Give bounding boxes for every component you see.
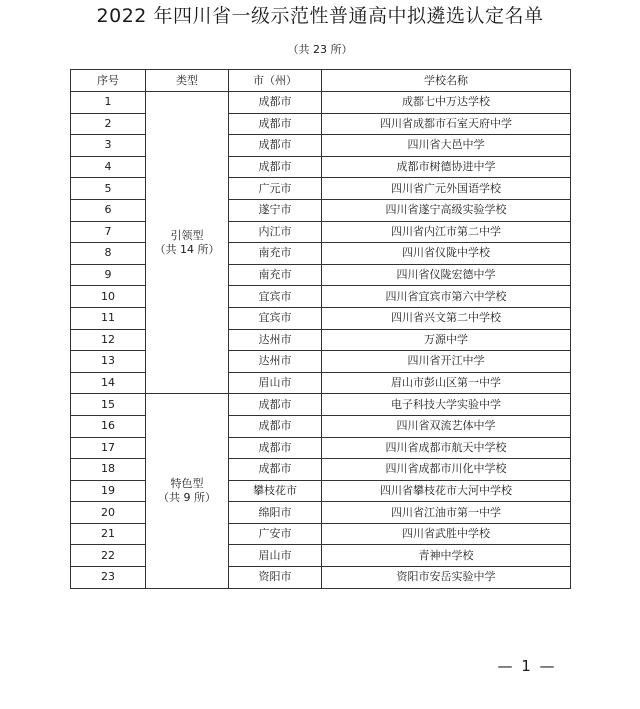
row-number: 18 [71, 459, 146, 481]
row-city: 成都市 [229, 113, 322, 135]
page-number: — 1 — [497, 657, 557, 675]
row-city: 达州市 [229, 351, 322, 373]
header-type: 类型 [146, 70, 229, 92]
row-number: 14 [71, 372, 146, 394]
category-label: 引领型 [170, 228, 204, 242]
category-cell [146, 92, 229, 394]
header-city: 市（州） [229, 70, 322, 92]
row-school: 万源中学 [322, 329, 571, 351]
row-city: 广安市 [229, 523, 322, 545]
header-school: 学校名称 [322, 70, 571, 92]
row-city: 内江市 [229, 221, 322, 243]
row-number: 5 [71, 178, 146, 200]
page-title: 2022 年四川省一级示范性普通高中拟遴选认定名单 [96, 5, 544, 27]
row-city: 成都市 [229, 135, 322, 157]
row-city: 绵阳市 [229, 502, 322, 524]
row-number: 4 [71, 156, 146, 178]
row-city: 遂宁市 [229, 199, 322, 221]
row-number: 23 [71, 567, 146, 589]
row-number: 2 [71, 113, 146, 135]
row-city: 宜宾市 [229, 286, 322, 308]
row-school: 四川省江油市第一中学 [322, 502, 571, 524]
row-school: 眉山市彭山区第一中学 [322, 372, 571, 394]
row-city: 成都市 [229, 394, 322, 416]
row-city: 宜宾市 [229, 307, 322, 329]
row-number: 7 [71, 221, 146, 243]
category-count: （共 14 所） [154, 242, 220, 256]
header-number: 序号 [71, 70, 146, 92]
row-number: 12 [71, 329, 146, 351]
row-city: 成都市 [229, 92, 322, 114]
row-number: 22 [71, 545, 146, 567]
row-number: 11 [71, 307, 146, 329]
row-school: 青神中学校 [322, 545, 571, 567]
row-number: 8 [71, 243, 146, 265]
row-city: 攀枝花市 [229, 480, 322, 502]
row-city: 成都市 [229, 459, 322, 481]
row-number: 1 [71, 92, 146, 114]
row-number: 15 [71, 394, 146, 416]
category-cell [146, 394, 229, 588]
row-number: 16 [71, 415, 146, 437]
row-school: 四川省广元外国语学校 [322, 178, 571, 200]
page-subtitle: （共 23 所） [287, 43, 353, 56]
row-number: 6 [71, 199, 146, 221]
row-school: 四川省开江中学 [322, 351, 571, 373]
row-number: 19 [71, 480, 146, 502]
row-city: 南充市 [229, 243, 322, 265]
row-city: 资阳市 [229, 567, 322, 589]
table-header-row [71, 70, 571, 92]
row-school: 四川省遂宁高级实验学校 [322, 199, 571, 221]
row-school: 电子科技大学实验中学 [322, 394, 571, 416]
row-number: 13 [71, 351, 146, 373]
row-school: 四川省成都市石室天府中学 [322, 113, 571, 135]
row-city: 南充市 [229, 264, 322, 286]
row-school: 成都市树德协进中学 [322, 156, 571, 178]
row-school: 成都七中万达学校 [322, 92, 571, 114]
row-school: 四川省大邑中学 [322, 135, 571, 157]
table-row [71, 394, 571, 416]
row-city: 眉山市 [229, 372, 322, 394]
row-city: 成都市 [229, 415, 322, 437]
row-number: 10 [71, 286, 146, 308]
table-row [71, 92, 571, 114]
row-school: 四川省成都市川化中学校 [322, 459, 571, 481]
row-number: 17 [71, 437, 146, 459]
row-school: 资阳市安岳实验中学 [322, 567, 571, 589]
row-city: 达州市 [229, 329, 322, 351]
row-school: 四川省仪陇中学校 [322, 243, 571, 265]
row-city: 眉山市 [229, 545, 322, 567]
category-count: （共 9 所） [158, 490, 216, 504]
category-label: 特色型 [170, 476, 204, 490]
row-city: 成都市 [229, 156, 322, 178]
table-body [71, 92, 571, 589]
row-school: 四川省武胜中学校 [322, 523, 571, 545]
row-school: 四川省攀枝花市大河中学校 [322, 480, 571, 502]
row-number: 3 [71, 135, 146, 157]
row-school: 四川省兴文第二中学校 [322, 307, 571, 329]
row-number: 21 [71, 523, 146, 545]
row-number: 9 [71, 264, 146, 286]
row-school: 四川省内江市第二中学 [322, 221, 571, 243]
row-number: 20 [71, 502, 146, 524]
school-list-table [70, 69, 571, 589]
row-city: 广元市 [229, 178, 322, 200]
row-school: 四川省仪陇宏德中学 [322, 264, 571, 286]
row-school: 四川省双流艺体中学 [322, 415, 571, 437]
row-school: 四川省宜宾市第六中学校 [322, 286, 571, 308]
row-city: 成都市 [229, 437, 322, 459]
row-school: 四川省成都市航天中学校 [322, 437, 571, 459]
